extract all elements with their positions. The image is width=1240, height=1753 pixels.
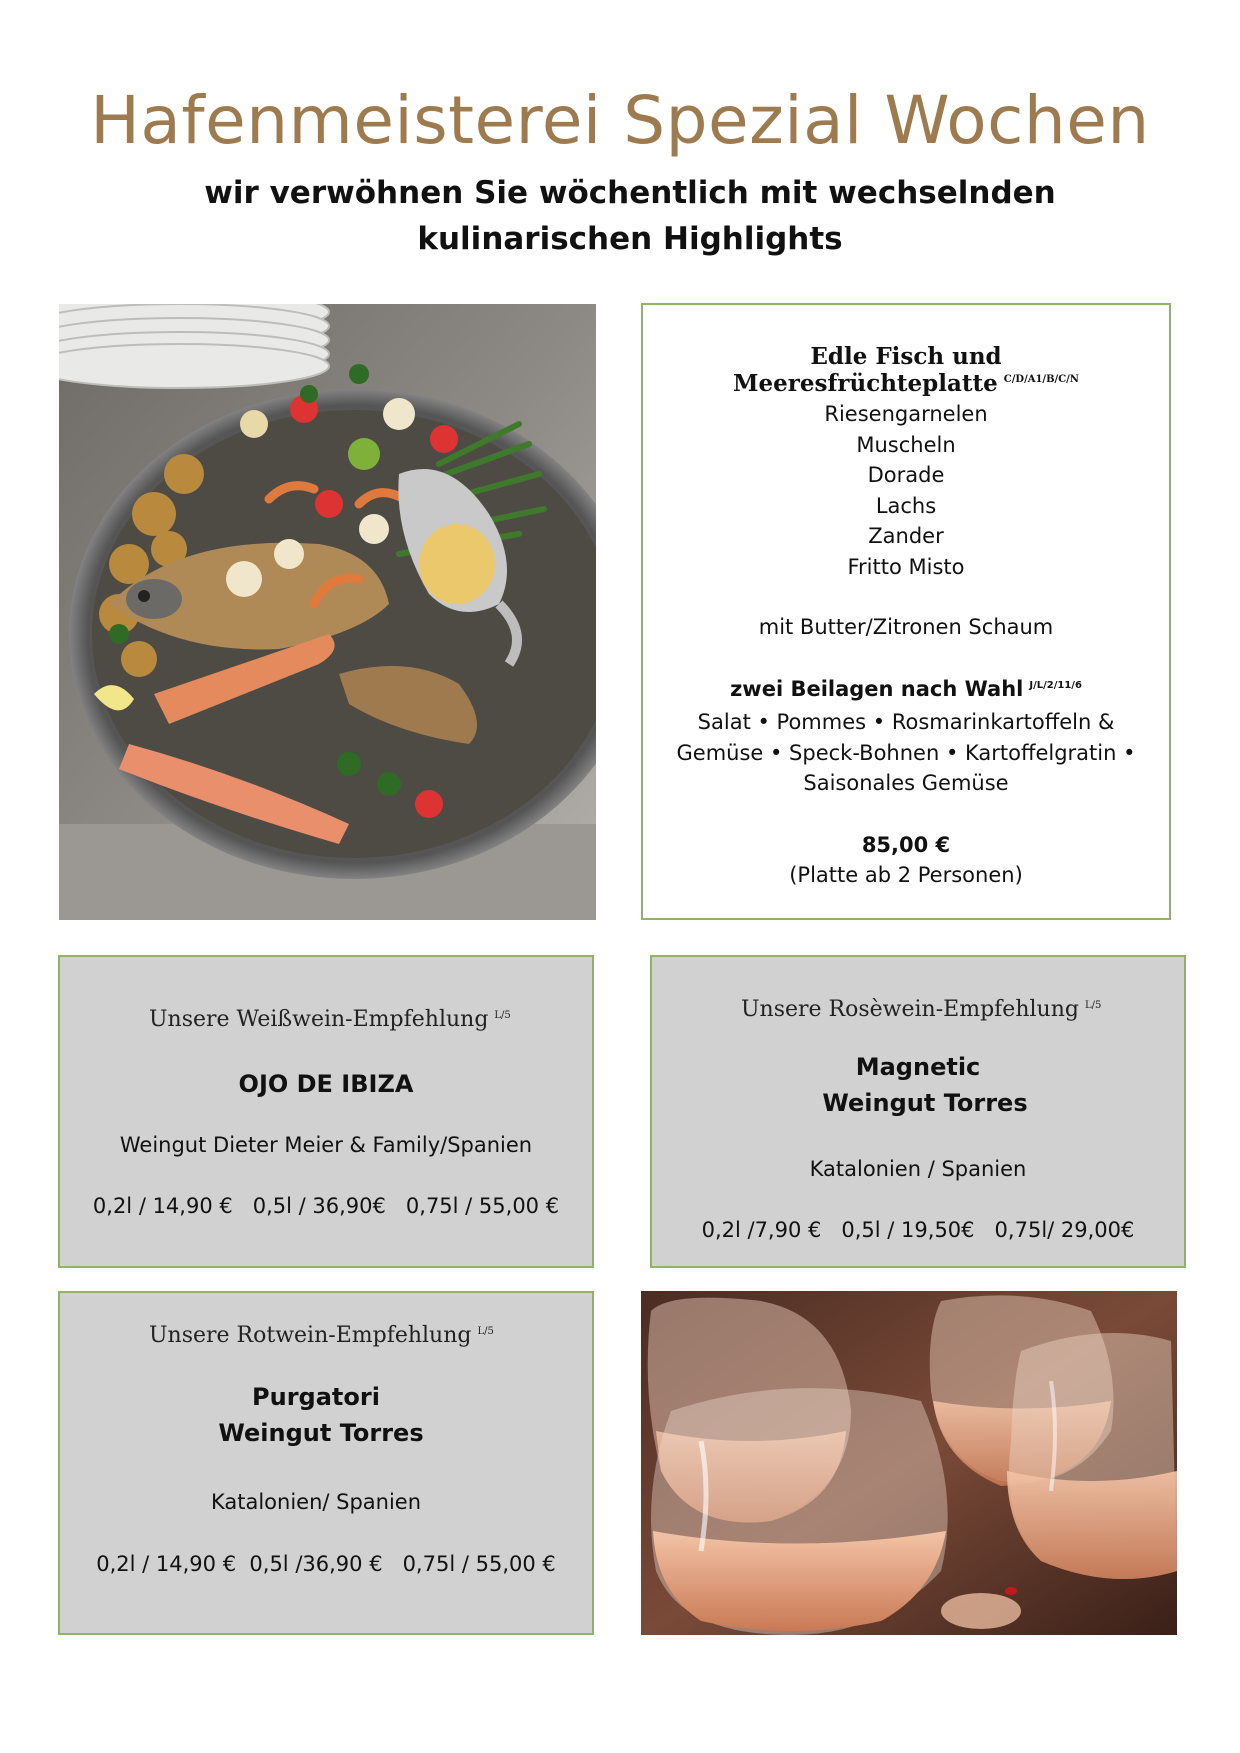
red-wine-name-line: Purgatori xyxy=(252,1383,380,1411)
dish-price-note: (Platte ab 2 Personen) xyxy=(789,863,1023,887)
sides-allergens: J/L/2/11/6 xyxy=(1029,680,1082,691)
red-wine-label-text: Unsere Rotwein-Empfehlung xyxy=(149,1323,472,1348)
page-subtitle xyxy=(0,170,1240,262)
white-wine-producer: Weingut Dieter Meier & Family/Spanien xyxy=(119,1133,533,1157)
dish-title xyxy=(643,343,1169,397)
red-wine-name xyxy=(40,1379,592,1451)
rose-wine-producer: Weingut Torres xyxy=(822,1089,1028,1117)
sides-title xyxy=(643,677,1169,701)
dish-title-text: Edle Fisch und Meeresfrüchteplatte xyxy=(733,343,1002,397)
dish-item: Lachs xyxy=(875,493,937,518)
red-wine-label xyxy=(149,1323,494,1348)
dish-item: Zander xyxy=(868,524,944,548)
rose-wine-prices: 0,2l /7,90 € 0,5l / 19,50€ 0,75l/ 29,00€ xyxy=(701,1218,1135,1242)
sides-line: Saisonales Gemüse xyxy=(803,771,1009,795)
sides-line: Salat • Pommes • Rosmarinkartoffeln & xyxy=(697,710,1115,734)
sides-title-text: zwei Beilagen nach Wahl xyxy=(730,677,1024,701)
subtitle-line-1: wir verwöhnen Sie wöchentlich mit wechselnden xyxy=(204,175,1056,211)
white-wine-box xyxy=(58,955,594,1268)
red-wine-region: Katalonien/ Spanien xyxy=(210,1490,422,1514)
dish-item: Fritto Misto xyxy=(847,554,965,579)
dish-box xyxy=(641,303,1171,920)
rose-wine-box xyxy=(650,955,1186,1268)
dish-item: Muscheln xyxy=(856,432,956,457)
rose-wine-name xyxy=(652,1049,1184,1121)
dish-price: 85,00 € xyxy=(861,833,951,857)
sides-list xyxy=(673,707,1139,799)
dish-sauce: mit Butter/Zitronen Schaum xyxy=(758,615,1054,639)
rose-wine-allergens: L/5 xyxy=(1084,999,1102,1011)
red-wine-box xyxy=(58,1291,594,1635)
rose-wine-region: Katalonien / Spanien xyxy=(809,1157,1027,1181)
white-wine-label-text: Unsere Weißwein-Empfehlung xyxy=(149,1007,489,1032)
red-wine-allergens: L/5 xyxy=(477,1325,494,1337)
page-title: Hafenmeisterei Spezial Wochen xyxy=(90,82,1150,159)
red-wine-prices: 0,2l / 14,90 € 0,5l /36,90 € 0,75l / 55,00 € xyxy=(96,1552,556,1576)
rose-wine-label-text: Unsere Rosèwein-Empfehlung xyxy=(741,997,1079,1022)
white-wine-allergens: L/5 xyxy=(494,1009,511,1021)
dish-item: Dorade xyxy=(867,463,945,487)
dish-allergens: C/D/A1/B/C/N xyxy=(1003,374,1079,386)
dish-item: Riesengarnelen xyxy=(824,402,988,426)
white-wine-prices: 0,2l / 14,90 € 0,5l / 36,90€ 0,75l / 55,00 € xyxy=(92,1194,560,1218)
white-wine-label xyxy=(149,1007,511,1032)
rose-wine-name-line: Magnetic xyxy=(855,1053,981,1081)
white-wine-name: OJO DE IBIZA xyxy=(238,1070,414,1098)
dish-items xyxy=(643,399,1169,582)
seafood-platter-photo xyxy=(59,304,596,920)
rose-wine-label xyxy=(741,997,1101,1022)
red-wine-producer: Weingut Torres xyxy=(218,1419,424,1447)
rose-wine-glasses-photo xyxy=(641,1291,1177,1635)
sides-line: Gemüse • Speck-Bohnen • Kartoffelgratin • xyxy=(676,740,1136,765)
subtitle-line-2: kulinarischen Highlights xyxy=(417,221,843,257)
